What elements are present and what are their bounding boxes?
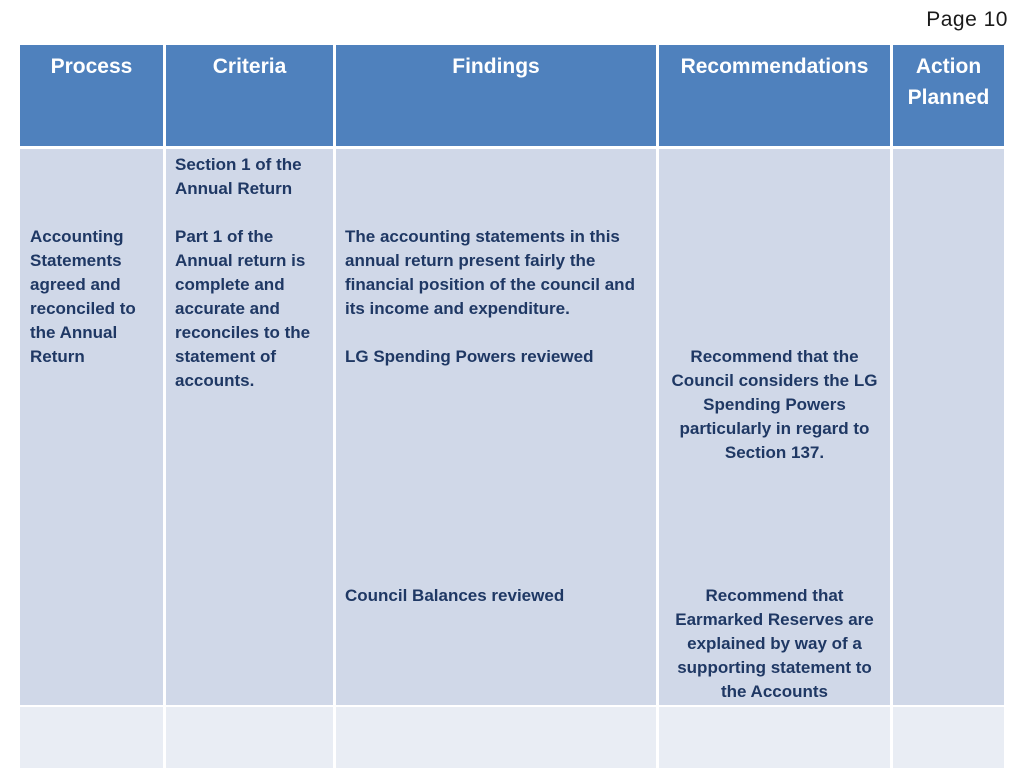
criteria-part-text: Part 1 of the Annual return is complete and accurate and reconciles to the statement of accounts. <box>175 227 311 390</box>
recommendations-cell <box>659 149 890 705</box>
findings-balances-text: Council Balances reviewed <box>345 586 565 605</box>
audit-table <box>20 45 1004 768</box>
findings-spending-powers-text: LG Spending Powers reviewed <box>345 347 594 366</box>
header-action-planned: Action Planned <box>893 45 1004 146</box>
process-cell <box>20 149 163 705</box>
action-planned-cell <box>893 149 1004 705</box>
recommendation-spending-powers-text: Recommend that the Council considers the LG Spending Powers particularly in regard to Section 137. <box>671 347 878 462</box>
criteria-cell <box>166 149 333 705</box>
header-findings: Findings <box>336 45 656 146</box>
page-number: Page 10 <box>926 8 1008 31</box>
empty-row-cell <box>20 707 163 768</box>
header-process: Process <box>20 45 163 146</box>
process-text: Accounting Statements agreed and reconciled to the Annual Return <box>30 227 136 366</box>
recommendation-reserves-text: Recommend that Earmarked Reserves are explained by way of a supporting statement to the Accounts <box>675 586 874 701</box>
header-recommendations: Recommendations <box>659 45 890 146</box>
findings-statements-text: The accounting statements in this annual return present fairly the financial position of the council and its income and expenditure. <box>345 227 635 318</box>
findings-cell <box>336 149 656 705</box>
empty-row-cell <box>659 707 890 768</box>
header-criteria: Criteria <box>166 45 333 146</box>
empty-row-cell <box>166 707 333 768</box>
empty-row-cell <box>893 707 1004 768</box>
criteria-section-text: Section 1 of the Annual Return <box>175 155 302 198</box>
empty-row-cell <box>336 707 656 768</box>
